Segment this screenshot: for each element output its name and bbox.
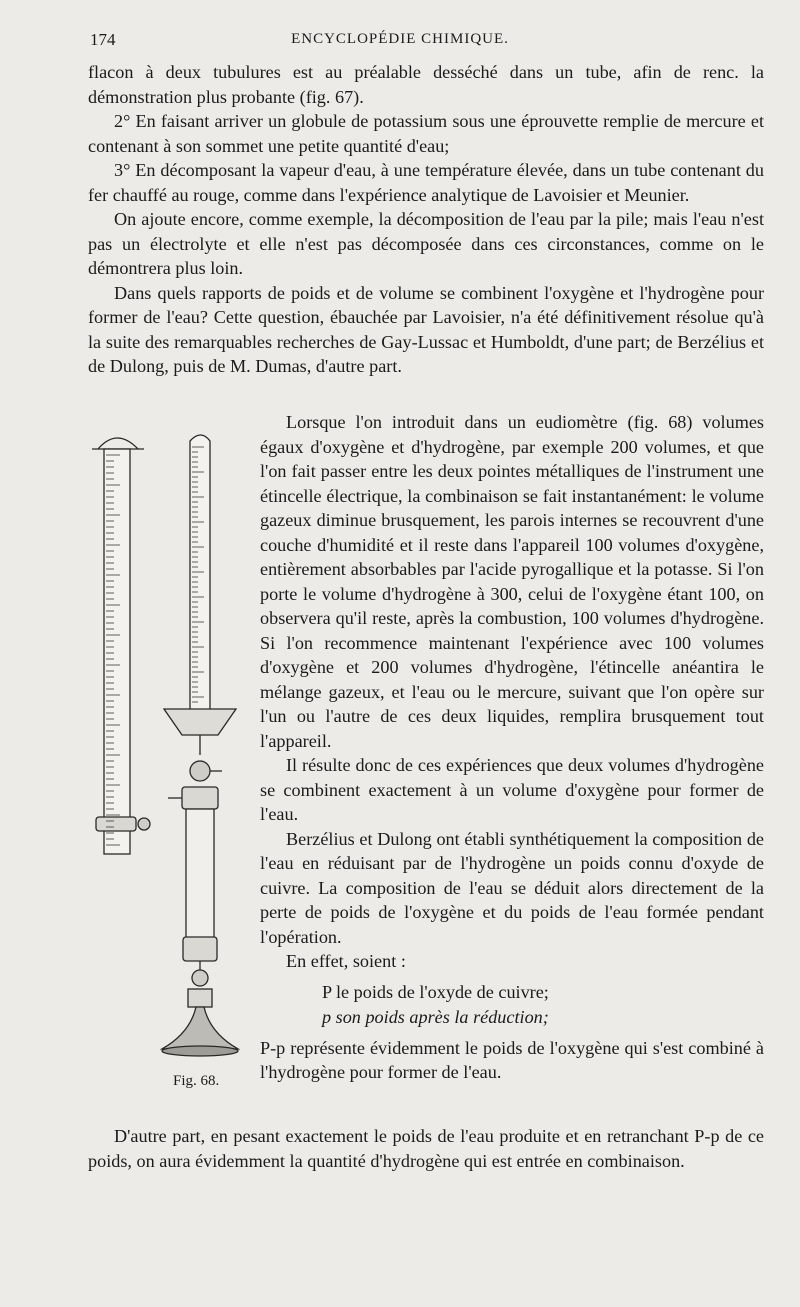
formula-line-P: P le poids de l'oxyde de cuivre; [322,981,549,1002]
formula-block [322,980,764,1030]
paragraph-item-2: 2° En faisant arriver un globule de potassium sous une éprouvette remplie de mercure et contenant à son sommet une petite quantité d'eau; [88,111,764,156]
paragraph-conclusion: D'autre part, en pesant exactement le poids de l'eau produite et en retranchant P-p de ce poids, on aura évidemment la quantité d'hydrogène qui est entrée en combinaison. [88,1126,764,1171]
page-number: 174 [90,30,116,49]
paragraph-item-3: 3° En décomposant la vapeur d'eau, à une température élevée, dans un tube contenant du fer chauffé au rouge, comme dans l'expérience analytique de Lavoisier et Meunier. [88,160,764,205]
running-title: ENCYCLOPÉDIE CHIMIQUE. [291,31,509,47]
paragraph-en-effet: En effet, soient : [286,951,406,971]
side-text-block [260,410,764,1085]
eudiometer-illustration [92,425,252,1105]
top-text-block [88,60,764,379]
paragraph-difference: P-p représente évidemment le poids de l'oxygène qui s'est combiné à l'hydrogène pour former de l'eau. [260,1037,764,1082]
paragraph-question: Dans quels rapports de poids et de volume se combinent l'oxygène et l'hydrogène pour former de l'eau? Cette question, ébauchée par Lavoisier, n'a été définitivement résolue qu'à la suite des remarquables recherches de Gay-Lussac et Humboldt, d'une part; de Berzélius et de Dulong, puis de M. Dumas, d'autre part. [88,282,764,376]
paragraph-result: Il résulte donc de ces expériences que deux volumes d'hydrogène se combinent exactement à un volume d'oxygène pour former de l'eau. [260,755,764,824]
formula-line-p: p son poids après la réduction; [322,1006,549,1027]
paragraph-pile: On ajoute encore, comme exemple, la décomposition de l'eau par la pile; mais l'eau n'est pas un électrolyte et elle n'est pas décomposée dans ces circonstances, comme on le démontrera plus loin. [88,209,764,278]
paragraph-eudiometer: Lorsque l'on introduit dans un eudiomètre (fig. 68) volumes égaux d'oxygène et d'hydrogène, par exemple 200 volumes, et que l'on fait passer entre les deux pointes métalliques de l'instrument une étincelle électrique, la combinaison se fait instantanément: le volume gazeux diminue brusquement, les parois internes se recouvrent d'une couche d'humidité et il reste dans l'appareil 100 volumes d'oxygène, entièrement absorbables par l'acide pyrogallique et la potasse. Si l'on porte le volume d'hydrogène à 300, celui de l'oxygène étant 100, on observera qu'il reste, après la combustion, 100 volumes d'hydrogène. Si l'on recommence maintenant l'expérience avec 100 volumes d'oxygène et 200 volumes d'hydrogène, l'étincelle anéantira le mélange gazeux, et l'eau ou le mercure, suivant que l'on opère sur l'un ou l'autre de ces deux liquides, remplira brusquement tout l'appareil. [260,412,764,751]
paragraph-continuation: flacon à deux tubulures est au préalable desséché dans un tube, afin de renc. la démonstration plus probante (fig. 67). [88,62,764,107]
figure-caption: Fig. 68. [173,1073,220,1089]
paragraph-berzelius: Berzélius et Dulong ont établi synthétiquement la composition de l'eau en réduisant par de l'hydrogène un poids connu d'oxyde de cuivre. La composition de l'eau se déduit alors directement de la perte de poids de l'oxygène et du poids de l'eau formée pendant l'opération. [260,828,764,947]
bottom-text-block [88,1124,764,1173]
